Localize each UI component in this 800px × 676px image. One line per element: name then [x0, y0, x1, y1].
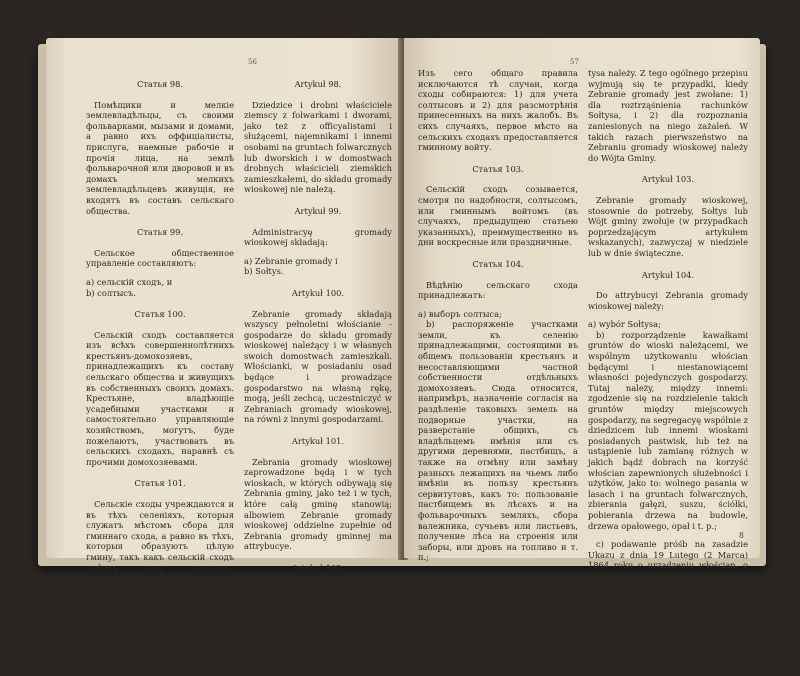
- paragraph: Сельскій сходъ составляется изъ всѣхъ совершеннолѣтнихъ крестьянъ-домохозяевъ, принадлежащихъ къ составу сельскаго общества и живущихъ въ собственныхъ своихъ домахъ. Крестьяне, владѣющіе усадебными участками и самостоятельно управляющіе хозяйствомъ, могутъ, буде пожелаютъ, участвовать въ сельскихъ сходахъ, наравнѣ съ прочими домохозяевами.: [86, 329, 234, 467]
- article-heading: Artykuł 104.: [641, 269, 695, 280]
- paragraph: b) распоряженіе участками земли, къ селенію принадлежащими, состоящими въ общемъ пользованіи крестьянъ и несоставляющими частной собственности отдѣльныхъ домохозяевъ. Сюда относится, напримѣръ, назначеніе согласія на раздѣленіе таковыхъ земель на подворные участки, на разверстаніе общихъ, съ владѣльцемъ имѣнія или съ другими деревнями, пастбищъ, а также на отмѣну или замѣну разныхъ лежащихъ на чьемъ либо имѣніи въ пользу крестьянъ сервитутовъ, какъ то: пользованіе пастбищемъ въ лѣсахъ и на фольварочныхъ земляхъ, сбора валежника, сучьевъ или листьевъ, получение лѣса на строенія или заборы, или дровъ на топливо и т. п.;: [418, 319, 578, 563]
- paragraph: c) podawanie próśb na zasadzie Ukazu z dnia 19 Lutego (2 Marca) 1864 roku o urządzeniu włościan, o dopełnienie nowego między gospodarzami sprawiedliwszego rozkładu przypadającego od nich podatku gruntowego;: [588, 539, 748, 613]
- paragraph: Administracyę gromady wioskowej składają:: [244, 226, 392, 248]
- left-page: [46, 38, 401, 668]
- paragraph: Первое мѣсто на сельскомъ сходѣ и охраненіе на немъ должнаго порядка принадлежитъ солтысу.: [86, 625, 234, 668]
- article-heading: Artykuł 99.: [294, 205, 342, 216]
- paragraph: Dziedzice i drobni właściciele ziemscy z folwarkami i dworami, jako też z officyalistami i służącemi, najemnikami i innemi osobami na gruntach folwarcznych lub dworskich i w domostwach drobnych właścicieli ziemskich zamieszkałemi, do składu gromady wioskowej nie należą.: [244, 99, 392, 195]
- right-russian-column: [418, 68, 578, 664]
- paragraph: c) ходатайство, на основаніи указа 19 Февраля (2 Марта) 1864 года объ устройствѣ крестьянъ, о производствѣ новой между домохозяевами, болѣе уравнительной раскладки причитающагося съ нихъ поземельнаго налога;: [418, 570, 578, 656]
- article-heading: Artykuł 103.: [641, 174, 695, 185]
- article-heading: Artykuł 102.: [291, 562, 345, 573]
- paragraph: Сельское общественное управленіе составляютъ:: [86, 247, 234, 269]
- article-heading: Статья 98.: [136, 79, 184, 89]
- paragraph: Изъ сего общаго правила исключаются тѣ случаи, когда сходы собираются: 1) для учета солтысовъ и 2) для разсмотрѣнія принесенныхъ на нихъ жалобъ. Въ сихъ случаяхъ, первое мѣсто на сельскихъ сходахъ предоставляется гминному войту.: [418, 68, 578, 153]
- paragraph: Вѣдѣнію сельскаго схода принадлежатъ:: [418, 279, 578, 301]
- left-polish-column: [244, 68, 392, 634]
- article-heading: Artykuł 98.: [294, 79, 342, 89]
- article-heading: Статья 104.: [472, 258, 524, 269]
- list-item: b) Sołtys.: [244, 266, 284, 277]
- paragraph: Сельскіе сходы учреждаются и въ тѣхъ селеніяхъ, которыя служатъ мѣстомъ сбора для гминнаго схода, а равно въ тѣхъ, которыя образуютъ цѣлую гмину, такъ какъ сельскій сходъ имѣетъ свои предметы вѣдомства, особые отъ схода гминнаго.: [86, 499, 234, 594]
- article-heading: Artykuł 100.: [291, 287, 345, 298]
- article-heading: Статья 100.: [134, 309, 186, 320]
- paragraph: tysa należy. Z tego ogólnego przepisu wyjmują się te przypadki, kiedy Zebranie gromady jest zwołane: 1) dla roztrząśnienia rachunków Sołtysa, i 2) dla rozpoznania zaniesionych na niego zażaleń. W takich razach pierwszeństwo na Zebraniu gromady wioskowej należy do Wójta Gminy.: [588, 68, 748, 163]
- open-book: [38, 38, 766, 668]
- signature-mark: 8: [738, 531, 744, 540]
- paragraph: b) rozporządzenie kawałkami gruntów do wioski należącemi, we wspólnym użytkowaniu włościan będącymi i niestanowiącemi własności pojedynczych gospodarzy. Tutaj należy, między innemi: zgodzenie się na rozdzielenie takich gruntów między miejscowych gospodarzy, na segregacyę wspólnie z dziedzicem lub innemi wioskami posiadanych pastwisk, lub też na ustąpienie lub zamianę różnych w jakich bądź dobrach na korzyść włościan zapewnionych służebności i użytków, jako to: wolnego pasania w lasach i na gruntach folwarcznych, zbierania gałęzi, suszu, ściółki, pobierania drzewa na budowle, drzewa opałowego, opał i t. p.;: [588, 329, 748, 531]
- paragraph: Помѣщики и мелкіе землевладѣльцы, съ своими фольварками, мызами и домами, а равно ихъ оффиціалисты, прислуга, наемные рабочіе и прочія лица, на землѣ фольварочной или дворовой и въ домахъ мелкихъ землевладѣльцевъ живущія, не входятъ въ составъ сельскаго общества.: [86, 99, 234, 216]
- paragraph: Zebranie gromady składają wszyscy pełnoletni włościanie - gospodarze do składu gromady wioskowej należący i w własnych swoich domostwach zamieszkali. Włościanki, w posiadaniu osad będące i prowadzące gospodarstwo na własną rękę, mogą, jeśli zechcą, uczestniczyć w Zebraniach gromady wioskowej, na równi z innymi gospodarzami.: [244, 308, 392, 425]
- list-item: a) wybór Sołtysa;: [588, 319, 661, 330]
- right-page: [404, 38, 760, 656]
- list-item: b) солтысъ.: [86, 287, 136, 298]
- page-number-left: 56: [248, 58, 257, 66]
- paragraph: Pierwszeństwo na zebraniu gromady wioskowej i utrzymanie w niem należytego porządku do Soł-: [244, 583, 392, 626]
- left-russian-column: [86, 68, 234, 676]
- paragraph: Zebrania gromady wioskowej zaprowadzone będą i w tych wioskach, w których odbywają się Zebrania gminy, jako też i w tych, które całą gminę stanowią; albowiem Zebranie gromady wioskowej oddzielne zupełnie od Zebrania gromady gminnej ma attrybucye.: [244, 456, 392, 552]
- page-number-right: 57: [570, 58, 579, 66]
- article-heading: Статья 102.: [134, 605, 186, 616]
- paragraph: Сельскій сходъ созывается, смотря по надобности, солтысомъ, или гминнымъ войтомъ (въ случаяхъ, предыдущею статьею указанныхъ), преимущественно въ дни воскресные или праздничные.: [418, 184, 578, 248]
- list-item: а) сельскій сходъ, и: [86, 276, 173, 287]
- article-heading: Artykuł 101.: [291, 436, 345, 447]
- right-polish-column: [588, 68, 748, 621]
- paragraph: Zebranie gromady wioskowej, stosownie do potrzeby, Sołtys lub Wójt gminy zwołuje (w przypadkach poprzedzającym artykułem wskazanych), zazwyczaj w niedziele lub w dnie świąteczne.: [588, 194, 748, 258]
- article-heading: Статья 101.: [134, 478, 186, 489]
- article-heading: Статья 99.: [136, 227, 184, 238]
- paragraph: Do attrybucyi Zebrania gromady wioskowej należy:: [588, 290, 748, 311]
- article-heading: Статья 103.: [472, 163, 524, 174]
- list-item: a) Zebranie gromady i: [244, 255, 338, 266]
- list-item: а) выборъ солтыса;: [418, 308, 502, 319]
